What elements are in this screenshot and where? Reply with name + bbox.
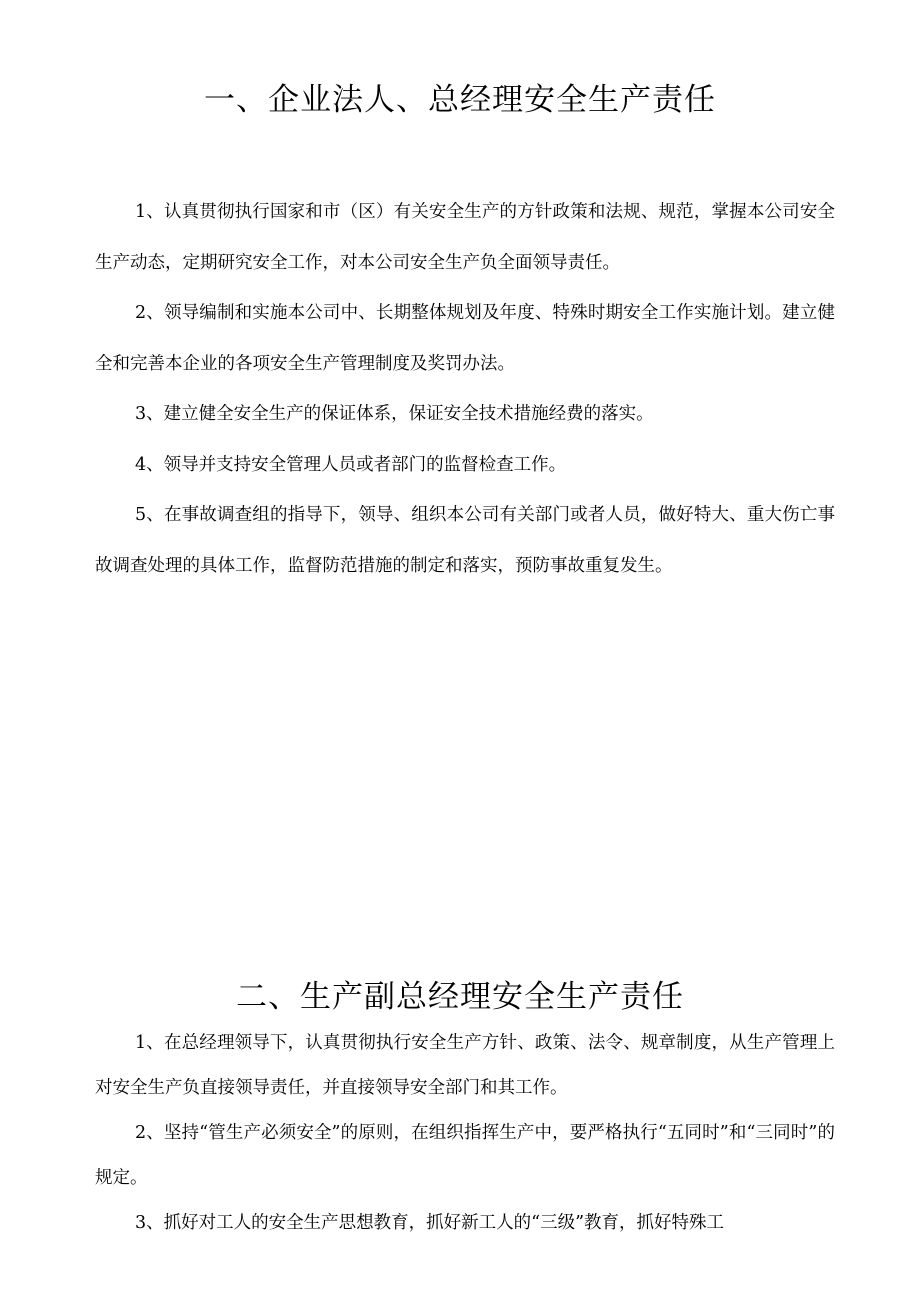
section-1-paragraph-5: 5、在事故调查组的指导下，领导、组织本公司有关部门或者人员，做好特大、重大伤亡事故调查处理的具体工作，监督防范措施的制定和落实，预防事故重复发生。 bbox=[95, 505, 835, 576]
section-1-paragraph-3: 3、建立健全安全生产的保证体系，保证安全技术措施经费的落实。 bbox=[135, 404, 654, 424]
section-1-title: 一、企业法人、总经理安全生产责任 bbox=[204, 82, 716, 118]
section-1-paragraph-2: 2、领导编制和实施本公司中、长期整体规划及年度、特殊时期安全工作实施计划。建立健全和完善本企业的各项安全生产管理制度及奖罚办法。 bbox=[95, 303, 835, 374]
section-1-paragraph-4: 4、领导并支持安全管理人员或者部门的监督检查工作。 bbox=[135, 455, 567, 475]
section-1-paragraph-1: 1、认真贯彻执行国家和市（区）有关安全生产的方针政策和法规、规范，掌握本公司安全生产动态，定期研究安全工作，对本公司安全生产负全面领导责任。 bbox=[95, 202, 835, 273]
section-2-title: 二、生产副总经理安全生产责任 bbox=[236, 979, 684, 1015]
section-2-paragraph-2: 2、坚持“管生产必须安全”的原则，在组织指挥生产中，要严格执行“五同时”和“三同时”的规定。 bbox=[95, 1123, 835, 1188]
section-2-paragraph-3: 3、抓好对工人的安全生产思想教育，抓好新工人的“三级”教育，抓好特殊工 bbox=[135, 1213, 725, 1233]
section-2-paragraph-1: 1、在总经理领导下，认真贯彻执行安全生产方针、政策、法令、规章制度，从生产管理上对安全生产负直接领导责任，并直接领导安全部门和其工作。 bbox=[95, 1033, 835, 1098]
